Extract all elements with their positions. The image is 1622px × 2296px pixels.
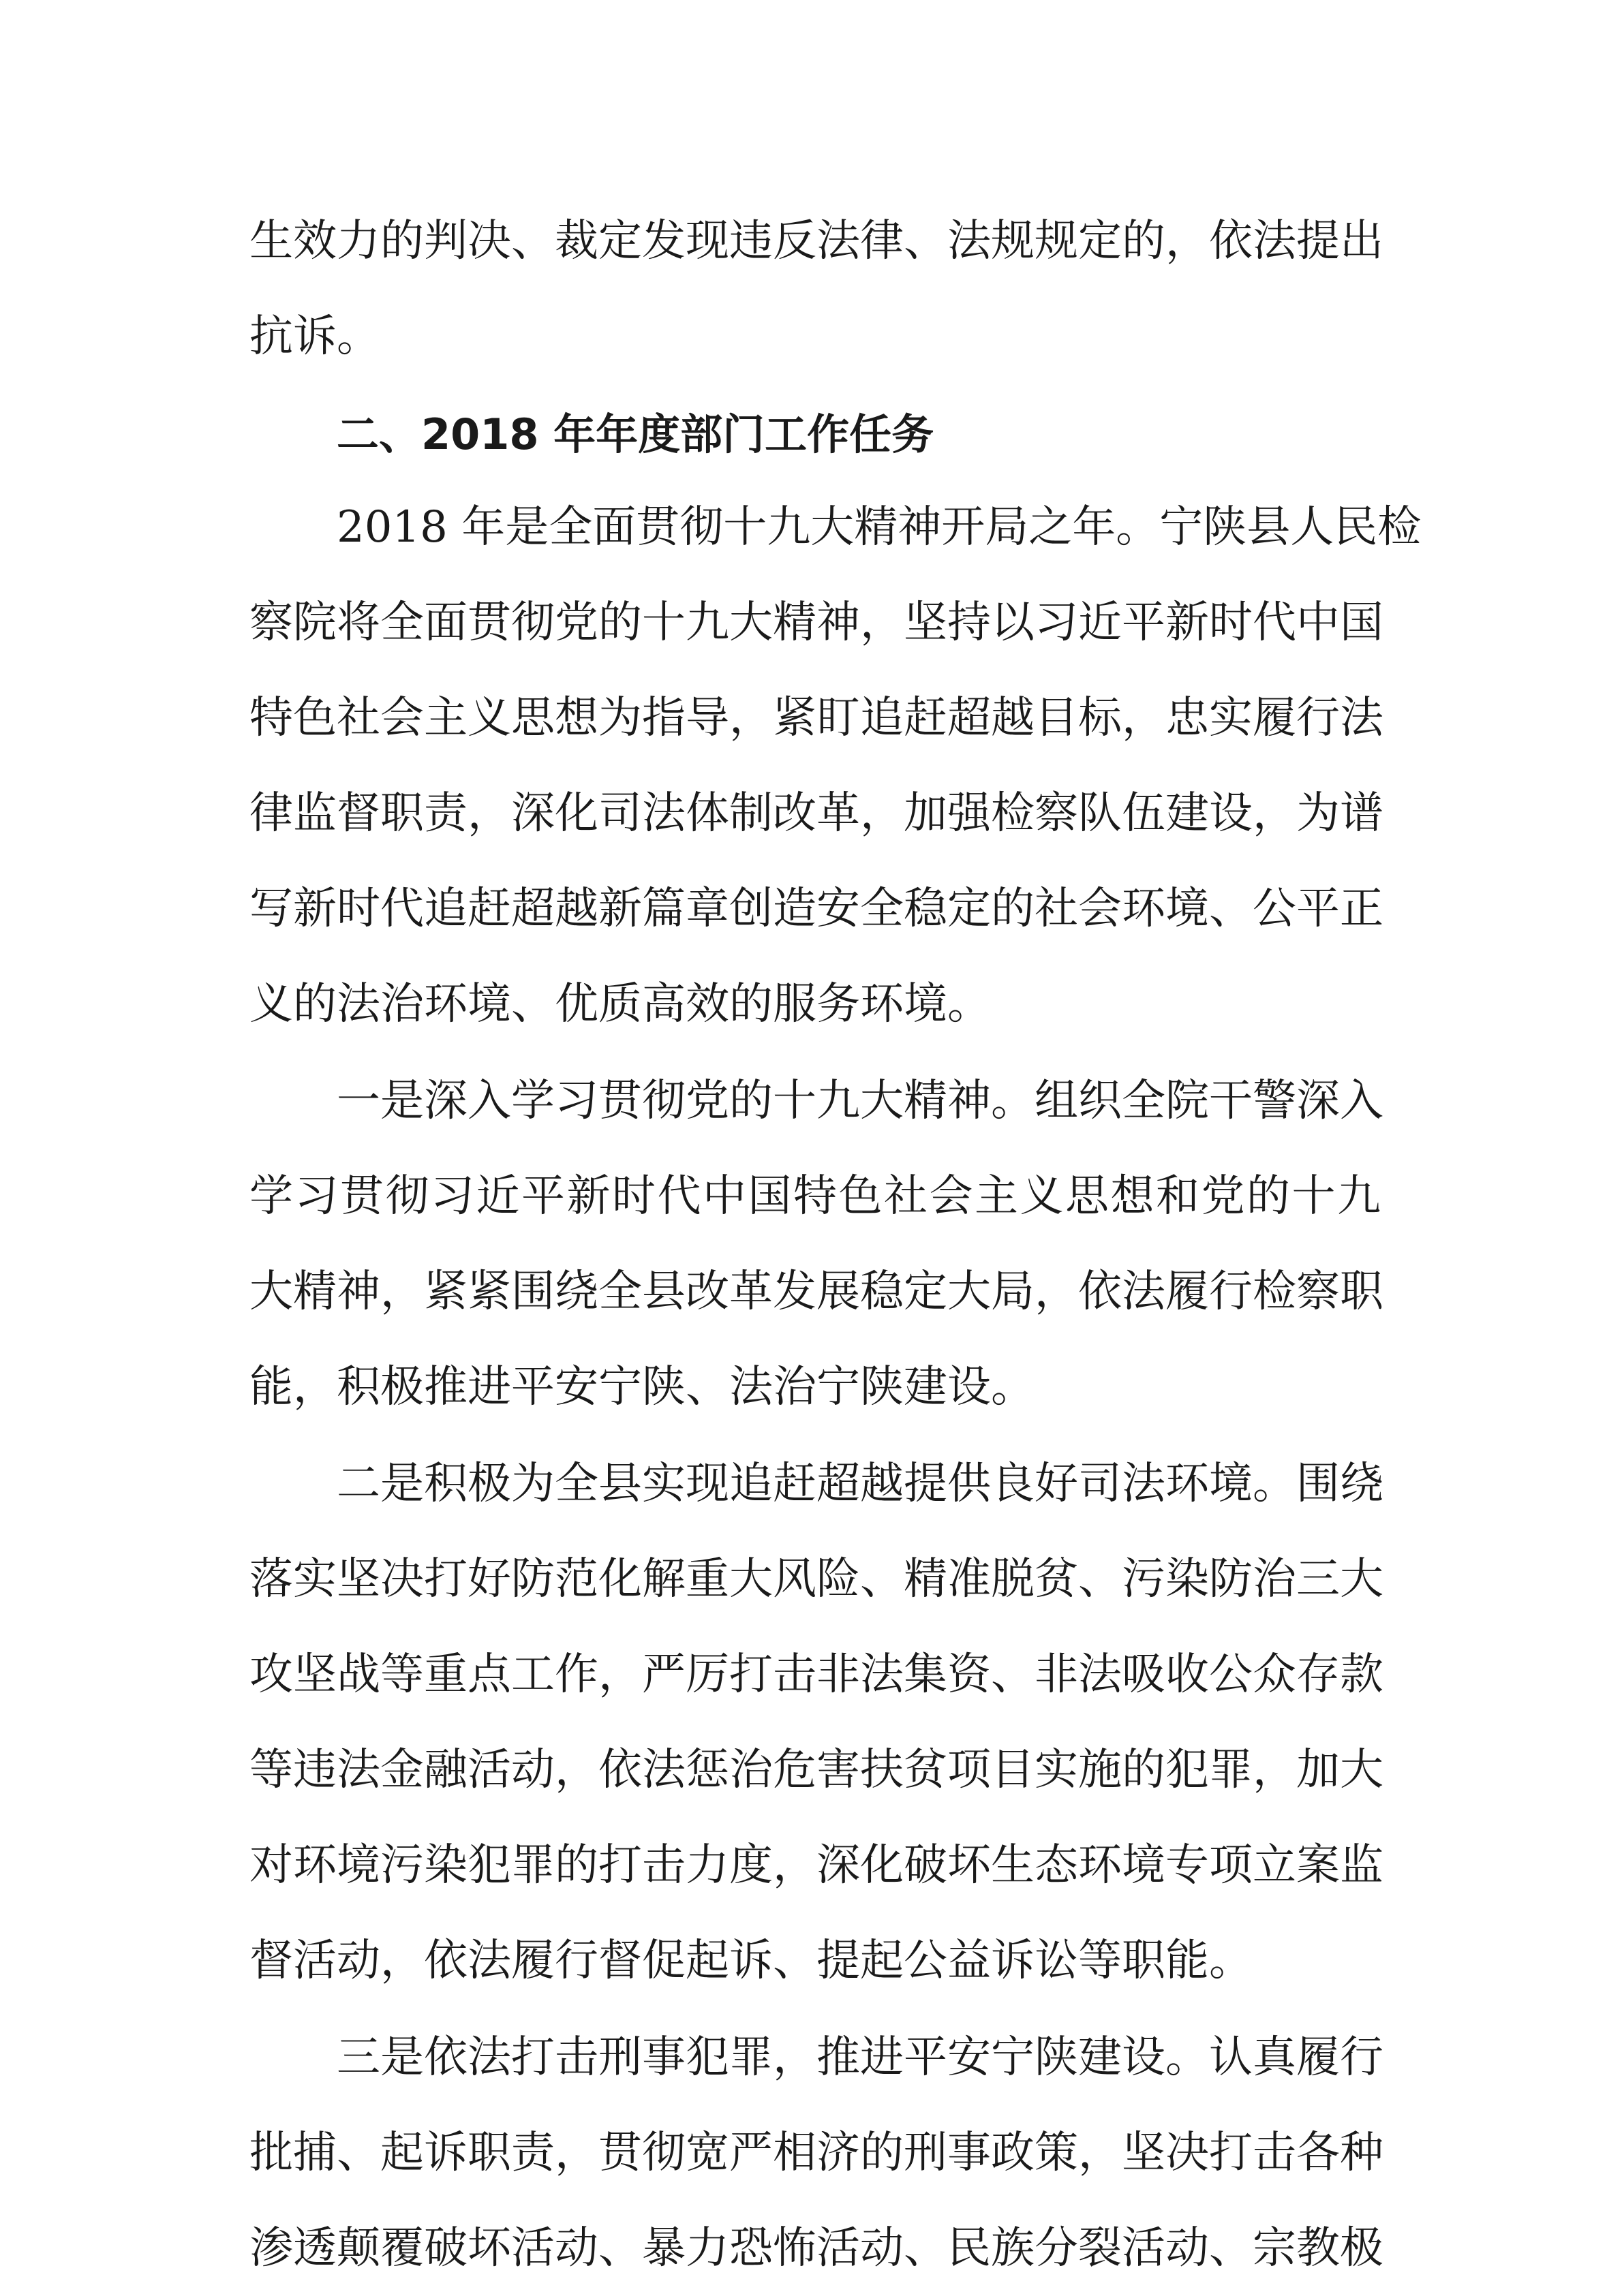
paragraph-line: 等违法金融活动，依法惩治危害扶贫项目实施的犯罪，加大: [249, 1745, 1383, 1795]
paragraph-line: 一是深入学习贯彻党的十九大精神。组织全院干警深入: [337, 1076, 1383, 1126]
paragraph-line: 2018 年是全面贯彻十九大精神开局之年。宁陕县人民检: [337, 502, 1422, 553]
paragraph-line: 能，积极推进平安宁陕、法治宁陕建设。: [249, 1362, 1035, 1412]
paragraph-line: 三是依法打击刑事犯罪，推进平安宁陕建设。认真履行: [337, 2032, 1383, 2083]
paragraph-line: 生效力的判决、裁定发现违反法律、法规规定的，依法提出: [249, 216, 1383, 266]
section-heading: 二、2018 年年度部门工作任务: [337, 409, 934, 459]
paragraph-line: 对环境污染犯罪的打击力度，深化破坏生态环境专项立案监: [249, 1840, 1383, 1891]
paragraph-line: 大精神，紧紧围绕全县改革发展稳定大局，依法履行检察职: [249, 1267, 1383, 1317]
paragraph-line: 攻坚战等重点工作，严厉打击非法集资、非法吸收公众存款: [249, 1649, 1383, 1700]
paragraph-line: 察院将全面贯彻党的十九大精神，坚持以习近平新时代中国: [249, 598, 1383, 648]
paragraph-line: 学习贯彻习近平新时代中国特色社会主义思想和党的十九: [249, 1171, 1381, 1222]
paragraph-line: 督活动，依法履行督促起诉、提起公益诉讼等职能。: [249, 1936, 1253, 1986]
paragraph-line: 义的法治环境、优质高效的服务环境。: [249, 979, 991, 1029]
paragraph-line: 渗透颠覆破坏活动、暴力恐怖活动、民族分裂活动、宗教极: [249, 2223, 1383, 2274]
paragraph-line: 批捕、起诉职责，贯彻宽严相济的刑事政策，坚决打击各种: [249, 2128, 1383, 2178]
paragraph-line: 二是积极为全县实现追赶超越提供良好司法环境。围绕: [337, 1459, 1383, 1509]
paragraph-line: 特色社会主义思想为指导，紧盯追赶超越目标，忠实履行法: [249, 693, 1383, 743]
paragraph-line: 抗诉。: [249, 311, 380, 362]
paragraph-line: 写新时代追赶超越新篇章创造安全稳定的社会环境、公平正: [249, 884, 1383, 934]
paragraph-line: 落实坚决打好防范化解重大风险、精准脱贫、污染防治三大: [249, 1554, 1383, 1604]
paragraph-line: 律监督职责，深化司法体制改革，加强检察队伍建设，为谱: [249, 788, 1383, 839]
